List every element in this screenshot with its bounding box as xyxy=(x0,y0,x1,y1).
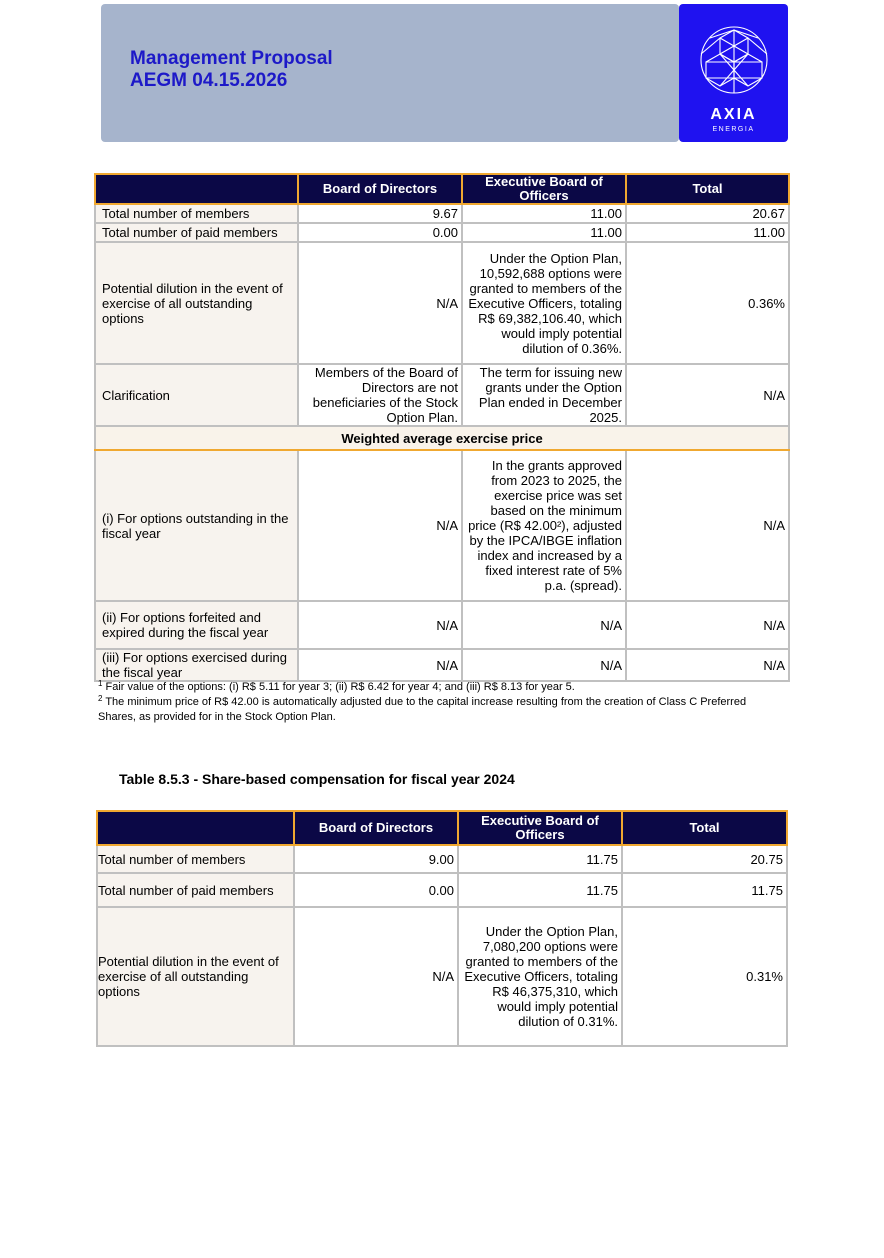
footnotes xyxy=(98,680,778,725)
header-cell-empty xyxy=(97,811,294,845)
footnote-1-mark: 1 xyxy=(98,679,103,688)
table-header-row xyxy=(95,174,789,204)
table-row xyxy=(97,845,787,873)
footnote-1-text: Fair value of the options: (i) R$ 5.11 for year 3; (ii) R$ 6.42 for year 4; and (iii) R$ 8.13 for year 5. xyxy=(105,681,575,693)
company-logo xyxy=(679,4,788,142)
cell-board: 0.00 xyxy=(298,223,462,242)
table-row xyxy=(95,601,789,649)
header-executive-board: Executive Board of Officers xyxy=(458,811,622,845)
cell-board: 0.00 xyxy=(294,873,458,907)
cell-total: N/A xyxy=(626,364,789,426)
row-label: Potential dilution in the event of exercise of all outstanding options xyxy=(95,242,298,364)
row-label: (i) For options outstanding in the fiscal year xyxy=(95,450,298,601)
footnote-1 xyxy=(98,680,778,695)
header-board-of-directors: Board of Directors xyxy=(298,174,462,204)
cell-executive: 11.75 xyxy=(458,845,622,873)
cell-board: 9.00 xyxy=(294,845,458,873)
table-row xyxy=(97,907,787,1046)
table-row xyxy=(95,204,789,223)
cell-executive: Under the Option Plan, 10,592,688 options were granted to members of the Executive Officers, totaling R$ 69,382,106.40, which would imply potential dilution of 0.36%. xyxy=(462,242,626,364)
header-board-of-directors: Board of Directors xyxy=(294,811,458,845)
compensation-table-2024 xyxy=(96,810,788,1047)
cell-executive: Under the Option Plan, 7,080,200 options were granted to members of the Executive Officers, totaling R$ 46,375,310, which would imply potential dilution of 0.31%. xyxy=(458,907,622,1046)
row-label: Potential dilution in the event of exercise of all outstanding options xyxy=(97,907,294,1046)
cell-total: N/A xyxy=(626,601,789,649)
cell-total: 20.67 xyxy=(626,204,789,223)
cell-executive: 11.00 xyxy=(462,204,626,223)
row-label: Total number of paid members xyxy=(97,873,294,907)
footnote-2-mark: 2 xyxy=(98,694,103,703)
cell-executive: N/A xyxy=(462,601,626,649)
row-label: Clarification xyxy=(95,364,298,426)
table-title-8-5-3: Table 8.5.3 - Share-based compensation for fiscal year 2024 xyxy=(119,771,515,787)
cell-executive: N/A xyxy=(462,649,626,681)
cell-board: N/A xyxy=(294,907,458,1046)
table-row xyxy=(95,364,789,426)
cell-board: Members of the Board of Directors are not beneficiaries of the Stock Option Plan. xyxy=(298,364,462,426)
logo-wordmark: AXIA xyxy=(710,106,757,123)
title-line-2: AEGM 04.15.2026 xyxy=(130,70,288,91)
table-row xyxy=(95,223,789,242)
cell-board: N/A xyxy=(298,601,462,649)
header-executive-board: Executive Board of Officers xyxy=(462,174,626,204)
cell-total: 11.75 xyxy=(622,873,787,907)
cell-executive: In the grants approved from 2023 to 2025, the exercise price was set based on the minimum price (R$ 42.00²), adjusted by the IPCA/IBGE inflation index and increased by a fixed interest rate of 5% p.a. (spread). xyxy=(462,450,626,601)
section-row xyxy=(95,426,789,450)
cell-total: N/A xyxy=(626,649,789,681)
compensation-table-current xyxy=(94,173,790,682)
table-header-row xyxy=(97,811,787,845)
cell-executive: The term for issuing new grants under the Option Plan ended in December 2025. xyxy=(462,364,626,426)
table-row xyxy=(95,242,789,364)
row-label: (ii) For options forfeited and expired during the fiscal year xyxy=(95,601,298,649)
cell-executive: 11.00 xyxy=(462,223,626,242)
cell-board: N/A xyxy=(298,242,462,364)
section-heading: Weighted average exercise price xyxy=(95,426,789,450)
row-label: (iii) For options exercised during the fiscal year xyxy=(95,649,298,681)
row-label: Total number of members xyxy=(95,204,298,223)
header-total: Total xyxy=(626,174,789,204)
cell-total: 11.00 xyxy=(626,223,789,242)
document-title xyxy=(130,48,333,92)
cell-board: 9.67 xyxy=(298,204,462,223)
table-row xyxy=(95,450,789,601)
cell-board: N/A xyxy=(298,450,462,601)
cell-total: N/A xyxy=(626,450,789,601)
cell-total: 20.75 xyxy=(622,845,787,873)
title-line-1: Management Proposal xyxy=(130,48,333,69)
header-total: Total xyxy=(622,811,787,845)
table-row xyxy=(95,649,789,681)
footnote-2 xyxy=(98,695,778,725)
cell-board: N/A xyxy=(298,649,462,681)
row-label: Total number of members xyxy=(97,845,294,873)
row-label: Total number of paid members xyxy=(95,223,298,242)
geodesic-sphere-icon xyxy=(698,24,770,96)
cell-executive: 11.75 xyxy=(458,873,622,907)
header-cell-empty xyxy=(95,174,298,204)
cell-total: 0.36% xyxy=(626,242,789,364)
cell-total: 0.31% xyxy=(622,907,787,1046)
logo-subtitle: ENERGIA xyxy=(712,126,755,133)
table-row xyxy=(97,873,787,907)
footnote-2-text: The minimum price of R$ 42.00 is automatically adjusted due to the capital increase resulting from the creation of Class C Preferred Shares, as provided for in the Stock Option Plan. xyxy=(98,696,747,723)
